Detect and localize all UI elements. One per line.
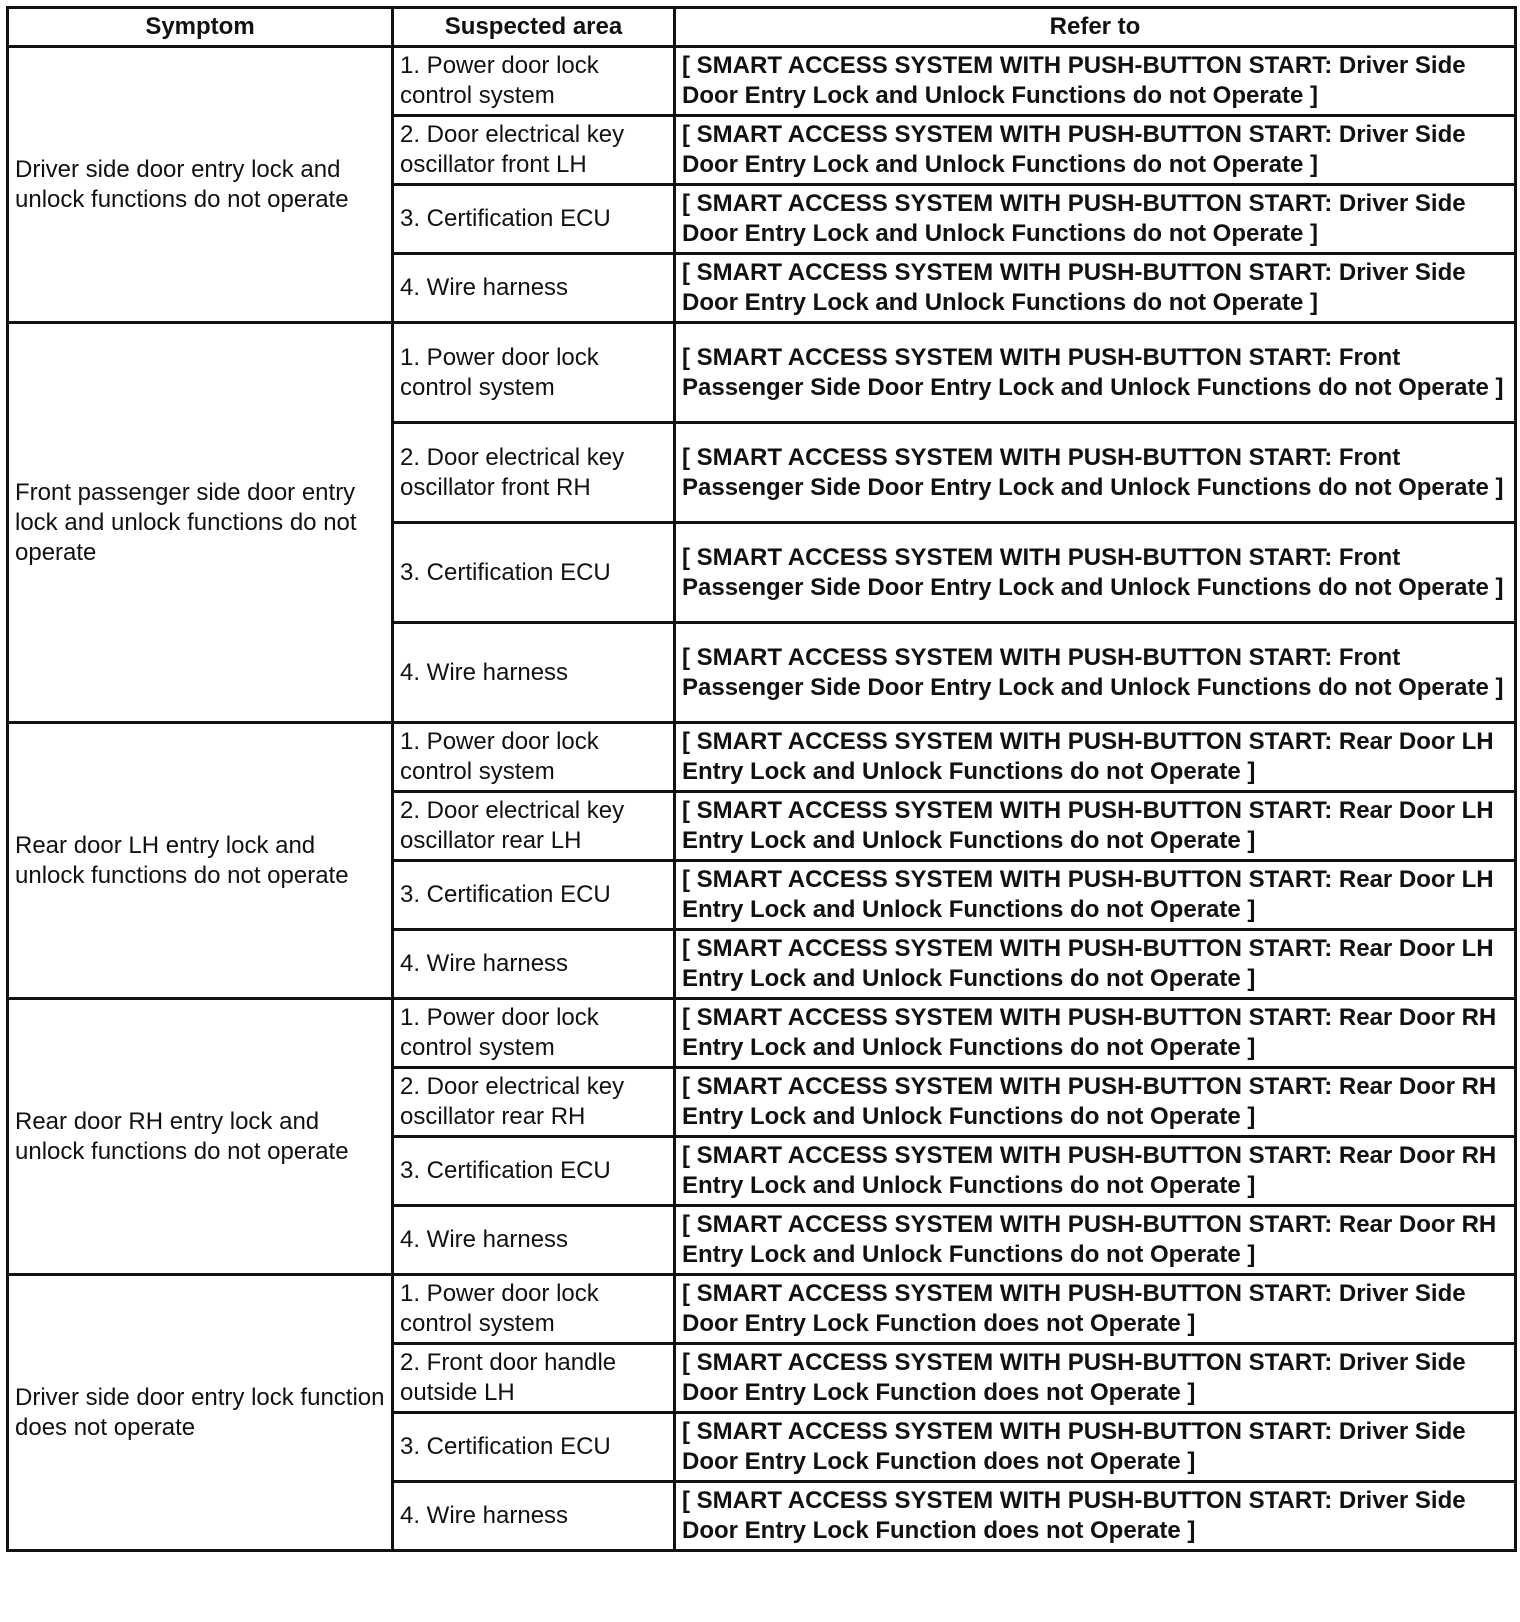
table-row: [8, 47, 1516, 116]
refer-to-link[interactable]: [ SMART ACCESS SYSTEM WITH PUSH-BUTTON START: Rear Door RH Entry Lock and Unlock Functions do not Operate ]: [675, 1068, 1516, 1137]
refer-to-link[interactable]: [ SMART ACCESS SYSTEM WITH PUSH-BUTTON START: Driver Side Door Entry Lock Function does not Operate ]: [675, 1413, 1516, 1482]
refer-to-link[interactable]: [ SMART ACCESS SYSTEM WITH PUSH-BUTTON START: Front Passenger Side Door Entry Lock and Unlock Functions do not Operate ]: [675, 423, 1516, 523]
table-row: [8, 323, 1516, 423]
suspected-area-cell: 1. Power door lock control system: [393, 723, 675, 792]
refer-to-link[interactable]: [ SMART ACCESS SYSTEM WITH PUSH-BUTTON START: Driver Side Door Entry Lock and Unlock Functions do not Operate ]: [675, 254, 1516, 323]
suspected-area-cell: 4. Wire harness: [393, 254, 675, 323]
suspected-area-cell: 1. Power door lock control system: [393, 999, 675, 1068]
header-symptom: Symptom: [8, 8, 393, 47]
symptom-cell: Rear door LH entry lock and unlock functions do not operate: [8, 723, 393, 999]
refer-to-link[interactable]: [ SMART ACCESS SYSTEM WITH PUSH-BUTTON START: Rear Door LH Entry Lock and Unlock Functions do not Operate ]: [675, 861, 1516, 930]
suspected-area-cell: 3. Certification ECU: [393, 1413, 675, 1482]
refer-to-link[interactable]: [ SMART ACCESS SYSTEM WITH PUSH-BUTTON START: Rear Door RH Entry Lock and Unlock Functions do not Operate ]: [675, 999, 1516, 1068]
suspected-area-cell: 2. Door electrical key oscillator front RH: [393, 423, 675, 523]
symptom-cell: Driver side door entry lock function does not operate: [8, 1275, 393, 1551]
table-row: [8, 999, 1516, 1068]
refer-to-link[interactable]: [ SMART ACCESS SYSTEM WITH PUSH-BUTTON START: Rear Door LH Entry Lock and Unlock Functions do not Operate ]: [675, 930, 1516, 999]
suspected-area-cell: 1. Power door lock control system: [393, 323, 675, 423]
suspected-area-cell: 2. Front door handle outside LH: [393, 1344, 675, 1413]
refer-to-link[interactable]: [ SMART ACCESS SYSTEM WITH PUSH-BUTTON START: Rear Door LH Entry Lock and Unlock Functions do not Operate ]: [675, 723, 1516, 792]
symptom-cell: Front passenger side door entry lock and unlock functions do not operate: [8, 323, 393, 723]
suspected-area-cell: 4. Wire harness: [393, 1482, 675, 1551]
refer-to-link[interactable]: [ SMART ACCESS SYSTEM WITH PUSH-BUTTON START: Driver Side Door Entry Lock Function does not Operate ]: [675, 1482, 1516, 1551]
header-row: [8, 8, 1516, 47]
suspected-area-cell: 4. Wire harness: [393, 623, 675, 723]
refer-to-link[interactable]: [ SMART ACCESS SYSTEM WITH PUSH-BUTTON START: Rear Door LH Entry Lock and Unlock Functions do not Operate ]: [675, 792, 1516, 861]
troubleshooting-sheet: [6, 6, 1514, 1552]
refer-to-link[interactable]: [ SMART ACCESS SYSTEM WITH PUSH-BUTTON START: Driver Side Door Entry Lock Function does not Operate ]: [675, 1275, 1516, 1344]
suspected-area-cell: 3. Certification ECU: [393, 861, 675, 930]
symptom-cell: Rear door RH entry lock and unlock functions do not operate: [8, 999, 393, 1275]
refer-to-link[interactable]: [ SMART ACCESS SYSTEM WITH PUSH-BUTTON START: Rear Door RH Entry Lock and Unlock Functions do not Operate ]: [675, 1137, 1516, 1206]
refer-to-link[interactable]: [ SMART ACCESS SYSTEM WITH PUSH-BUTTON START: Front Passenger Side Door Entry Lock and Unlock Functions do not Operate ]: [675, 323, 1516, 423]
suspected-area-cell: 3. Certification ECU: [393, 185, 675, 254]
suspected-area-cell: 3. Certification ECU: [393, 1137, 675, 1206]
refer-to-link[interactable]: [ SMART ACCESS SYSTEM WITH PUSH-BUTTON START: Driver Side Door Entry Lock and Unlock Functions do not Operate ]: [675, 185, 1516, 254]
suspected-area-cell: 2. Door electrical key oscillator front LH: [393, 116, 675, 185]
table-row: [8, 723, 1516, 792]
refer-to-link[interactable]: [ SMART ACCESS SYSTEM WITH PUSH-BUTTON START: Driver Side Door Entry Lock and Unlock Functions do not Operate ]: [675, 47, 1516, 116]
suspected-area-cell: 4. Wire harness: [393, 1206, 675, 1275]
table-row: [8, 1275, 1516, 1344]
suspected-area-cell: 2. Door electrical key oscillator rear RH: [393, 1068, 675, 1137]
suspected-area-cell: 1. Power door lock control system: [393, 1275, 675, 1344]
refer-to-link[interactable]: [ SMART ACCESS SYSTEM WITH PUSH-BUTTON START: Front Passenger Side Door Entry Lock and Unlock Functions do not Operate ]: [675, 623, 1516, 723]
symptom-table: [6, 6, 1517, 1552]
suspected-area-cell: 1. Power door lock control system: [393, 47, 675, 116]
refer-to-link[interactable]: [ SMART ACCESS SYSTEM WITH PUSH-BUTTON START: Front Passenger Side Door Entry Lock and Unlock Functions do not Operate ]: [675, 523, 1516, 623]
refer-to-link[interactable]: [ SMART ACCESS SYSTEM WITH PUSH-BUTTON START: Driver Side Door Entry Lock and Unlock Functions do not Operate ]: [675, 116, 1516, 185]
refer-to-link[interactable]: [ SMART ACCESS SYSTEM WITH PUSH-BUTTON START: Rear Door RH Entry Lock and Unlock Functions do not Operate ]: [675, 1206, 1516, 1275]
symptom-cell: Driver side door entry lock and unlock functions do not operate: [8, 47, 393, 323]
suspected-area-cell: 3. Certification ECU: [393, 523, 675, 623]
refer-to-link[interactable]: [ SMART ACCESS SYSTEM WITH PUSH-BUTTON START: Driver Side Door Entry Lock Function does not Operate ]: [675, 1344, 1516, 1413]
header-refer-to: Refer to: [675, 8, 1516, 47]
header-suspected-area: Suspected area: [393, 8, 675, 47]
suspected-area-cell: 4. Wire harness: [393, 930, 675, 999]
suspected-area-cell: 2. Door electrical key oscillator rear LH: [393, 792, 675, 861]
